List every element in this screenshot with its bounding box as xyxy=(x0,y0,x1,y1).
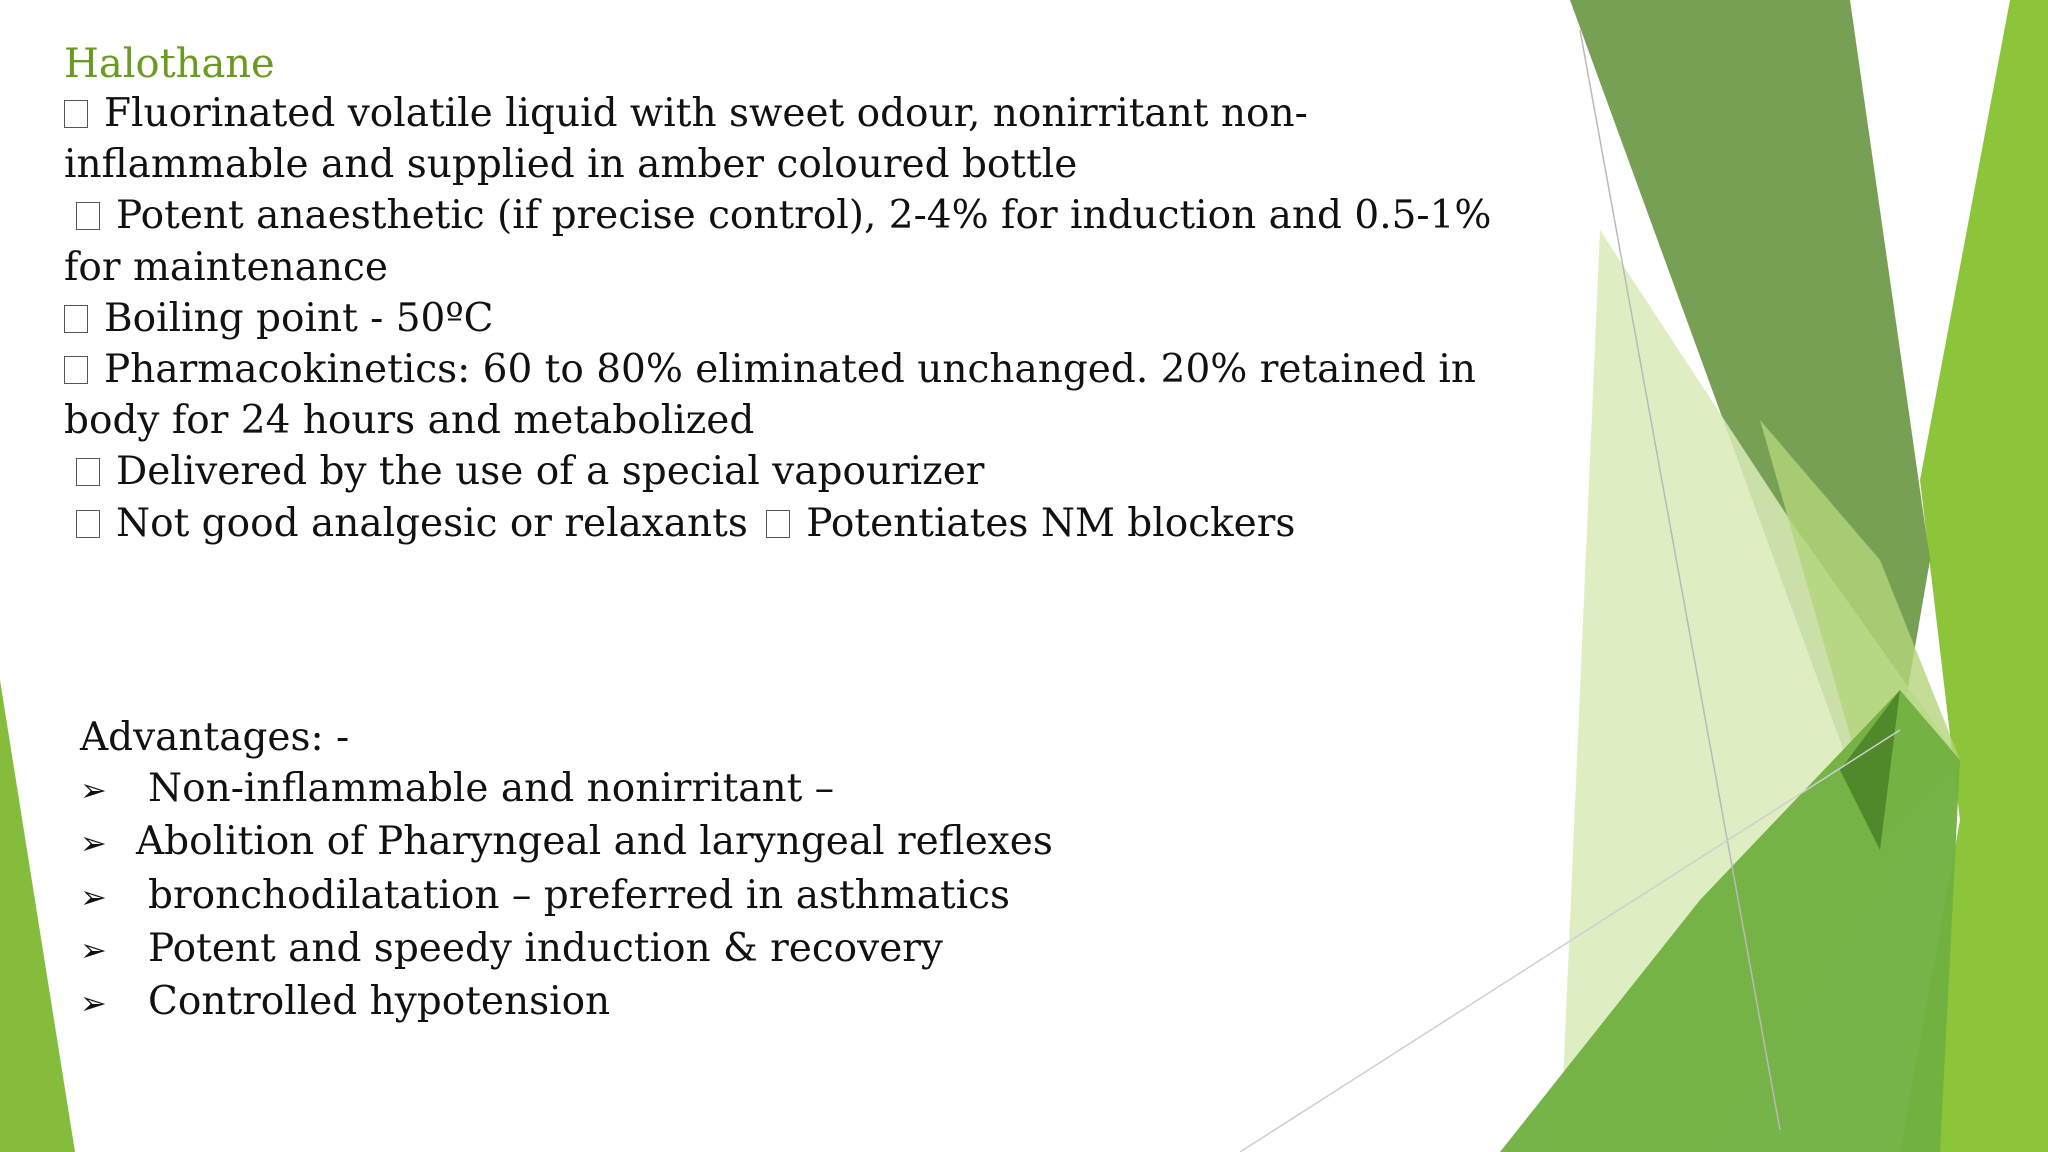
bullet-line: Delivered by the use of a special vapourizer xyxy=(64,446,1514,497)
advantage-item: ➢ Controlled hypotension xyxy=(80,976,1053,1029)
arrowhead-bullet-icon: ➢ xyxy=(80,771,107,810)
bullet-line: Potent anaesthetic (if precise control), 2-4% for induction and 0.5-1% xyxy=(64,190,1514,241)
bullet-line: for maintenance xyxy=(64,244,388,290)
checkbox-glyph-icon xyxy=(76,510,100,538)
bullet-line: body for 24 hours and metabolized xyxy=(64,398,755,444)
bullet-line: Boiling point - 50ºC xyxy=(64,293,1514,344)
bullet-line: Not good analgesic or relaxants Potentiates NM blockers xyxy=(64,498,1514,549)
arrowhead-bullet-icon: ➢ xyxy=(80,930,107,969)
advantages-section xyxy=(80,712,1053,1029)
bullet-list xyxy=(64,88,1514,549)
bullet-line: Pharmacokinetics: 60 to 80% eliminated unchanged. 20% retained in xyxy=(64,344,1514,395)
advantage-item: ➢ bronchodilatation – preferred in asthmatics xyxy=(80,870,1053,923)
checkbox-glyph-icon xyxy=(76,202,100,230)
checkbox-glyph-icon xyxy=(76,458,100,486)
checkbox-glyph-icon xyxy=(64,100,88,128)
advantages-heading: Advantages: - xyxy=(80,715,350,760)
slide-title: Halothane xyxy=(64,41,275,87)
bullet-line: inflammable and supplied in amber coloured bottle xyxy=(64,142,1078,188)
checkbox-glyph-icon xyxy=(64,305,88,333)
checkbox-glyph-icon xyxy=(766,510,790,538)
bullet-line: Fluorinated volatile liquid with sweet odour, nonirritant non- xyxy=(64,88,1514,139)
advantage-item: ➢ Non-inflammable and nonirritant – xyxy=(80,763,1053,816)
checkbox-glyph-icon xyxy=(64,356,88,384)
advantage-item: ➢ Abolition of Pharyngeal and laryngeal reflexes xyxy=(80,816,1053,869)
advantage-item: ➢ Potent and speedy induction & recovery xyxy=(80,923,1053,976)
arrowhead-bullet-icon: ➢ xyxy=(80,877,107,916)
arrowhead-bullet-icon: ➢ xyxy=(80,824,107,863)
arrowhead-bullet-icon: ➢ xyxy=(80,984,107,1023)
